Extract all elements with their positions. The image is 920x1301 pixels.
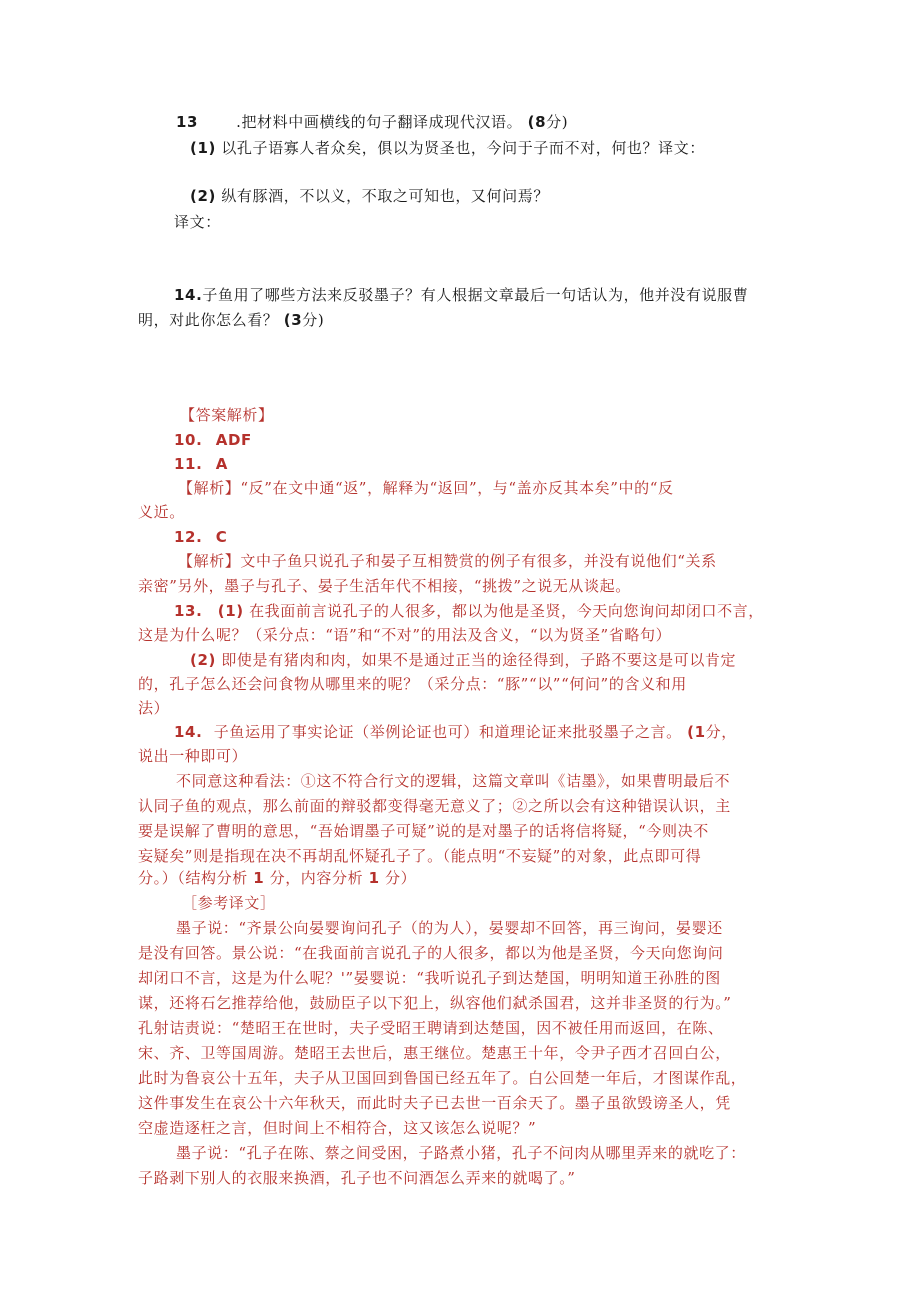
reference-p2-line: 墨子说：“孔子在陈、蔡之间受困，子路煮小猪，孔子不问肉从哪里弄来的就吃了： [176,1144,746,1162]
reference-p1-line: 谋，还将石乞推荐给他，鼓励臣子以下犯上，纵容他们弑杀国君，这并非圣贤的行为。” [138,994,732,1012]
q13-sub2: (2) 纵有豚酒，不以义，不取之可知也，又何问焉？ [190,187,549,205]
answer-14-p2-1: 不同意这种看法：①这不符合行文的逻辑，这篇文章叫《诘墨》，如果曹明最后不 [176,772,731,790]
answer-14: 14. 子鱼运用了事实论证（举例论证也可）和道理论证来批驳墨子之言。 (1分， [174,723,737,741]
reference-p1-line: 却闭口不言，这是为什么呢？'”晏婴说：“我听说孔子到达楚国，明明知道王孙胜的图 [138,969,721,987]
answer-13-2: (2) 即使是有猪肉和肉，如果不是通过正当的途径得到，子路不要这是可以肯定 [190,651,737,669]
q13-title: 13 .把材料中画横线的句子翻译成现代汉语。 (8分) [176,113,569,131]
q14-line1: 14.子鱼用了哪些方法来反驳墨子？有人根据文章最后一句话认为，他并没有说服曹 [174,286,749,304]
answer-14-p2-3: 要是误解了曹明的意思，“吾始谓墨子可疑”说的是对墨子的话将信将疑，“今则决不 [138,822,709,840]
answers-header: 【答案解析】 [180,406,274,424]
reference-p1-line: 宋、齐、卫等国周游。楚昭王去世后，惠王继位。楚惠王十年，令尹子西才召回白公， [138,1044,731,1062]
reference-p1-line: 是没有回答。景公说：“在我面前言说孔子的人很多，都以为他是圣贤，今天向您询问 [138,944,724,962]
answer-14-line2: 说出一种即可） [138,747,248,765]
q13-translation-label: 译文： [174,213,221,231]
answer-11-explanation-2: 义近。 [138,503,185,521]
q13-text: .把材料中画横线的句子翻译成现代汉语。 [236,113,523,131]
answer-13-1: 13. (1) 在我面前言说孔子的人很多，都以为他是圣贤，今天向您询问却闭口不言， [174,602,764,620]
reference-p1-line: 此时为鲁哀公十五年，夫子从卫国回到鲁国已经五年了。白公回楚一年后，才图谋作乱， [138,1069,747,1087]
q13-sub1: (1) 以孔子语寡人者众矣，俱以为贤圣也，今问于子而不对，何也？译文： [190,139,705,157]
q13-points: (8 [527,113,547,131]
answer-14-p2-4: 妄疑矣”则是指现在决不再胡乱怀疑孔子了。（能点明“不妄疑”的对象，此点即可得 [138,847,702,865]
reference-p1-line: 空虚造逐枉之言，但时间上不相符合，这又该怎么说呢？” [138,1119,537,1137]
answer-12-explanation-2: 亲密”另外，墨子与孔子、晏子生活年代不相接，“挑拨”之说无从谈起。 [138,577,631,595]
reference-p1-line: 墨子说：“齐景公向晏婴询问孔子（的为人），晏婴却不回答，再三询问，晏婴还 [176,919,723,937]
answer-14-p2-5: 分。）（结构分析 1 分，内容分析 1 分） [138,869,417,887]
reference-p1-line: 这件事发生在哀公十六年秋天，而此时夫子已去世一百余天了。墨子虽欲毁谤圣人，凭 [138,1094,731,1112]
answer-13-2-line3: 法） [138,699,170,717]
q14-line2: 明，对此你怎么看？ (3分) [138,311,325,329]
reference-p1-line: 孔射诘责说：“楚昭王在世时，夫子受昭王聘请到达楚国，因不被任用而返回，在陈、 [138,1019,724,1037]
answer-12: 12. C [174,528,228,546]
answer-11: 11. A [174,455,228,473]
answer-13-2-line2: 的，孔子怎么还会问食物从哪里来的呢？（采分点：“豚”“以”“何问”的含义和用 [138,675,687,693]
answer-12-explanation-1: 【解析】文中子鱼只说孔子和晏子互相赞赏的例子有很多，并没有说他们“关系 [178,552,717,570]
answer-11-explanation-1: 【解析】“反”在文中通“返”，解释为“返回”，与“盖亦反其本矣”中的“反 [178,479,674,497]
answer-14-p2-2: 认同子鱼的观点，那么前面的辩驳都变得毫无意义了；②之所以会有这种错误认识，主 [138,797,731,815]
reference-p2-line: 子路剥下别人的衣服来换酒，孔子也不问酒怎么弄来的就喝了。” [138,1169,576,1187]
reference-header: ［参考译文］ [182,894,276,912]
answer-13-1-line2: 这是为什么呢？（采分点：“语”和“不对”的用法及含义，“以为贤圣”省略句） [138,626,672,644]
q13-number: 13 [176,113,199,131]
answer-10: 10. ADF [174,431,252,449]
